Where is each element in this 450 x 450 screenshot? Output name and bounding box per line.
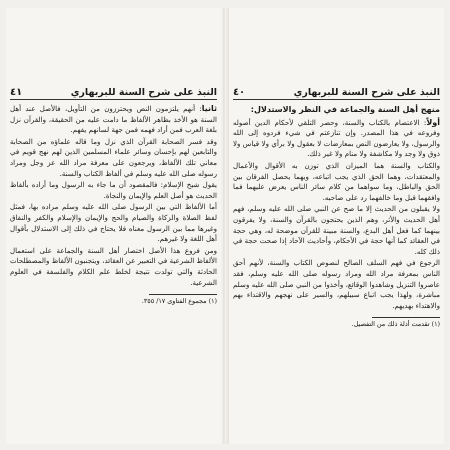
page-header <box>233 80 440 98</box>
page-number: ٤٠ <box>232 87 246 98</box>
page-number: ٤١ <box>9 87 23 98</box>
paragraph: أما الألفاظ التي بين الرسول صلى الله عليه وسلم مراده بها، فمثل لفظ الصلاة والزكاة والصيام والحج والإيمان والإسلام والكفر والنفاق وغيرها مما بين الرسول معناه فلا يحتاج في ذلك إلى الاستدلال بأقوال أهل اللغة ولا غيرهم. <box>9 202 218 244</box>
running-title: النبذ على شرح السنة للبربهاري <box>293 87 440 98</box>
paragraph-text: الاعتصام بالكتاب والسنة، وحصر التلقي لأحكام الدين أصوله وفروعه في هذا المصدر. وإن تنازعتم في شيء فردوه إلى الله والرسول، ولا يعارضون النص بمعارضات لا بعقول ولا برأي ولا قياس ولا ذوق ولا وجد ولا مكاشفة ولا منام ولا غير ذلك. <box>232 117 440 159</box>
right-page <box>229 8 444 444</box>
paragraph: الرجوع في فهم السلف الصالح لنصوص الكتاب والسنة، لأنهم أحق الناس بمعرفة مراد الله ومراد رسوله صلى الله عليه وسلم، فقد عاصروا التنزيل وشاهدوا الوقائع، وأخذوا من النبي صلى الله عليه وسلم مباشرة، ولهذا يجب اتباع سبيلهم، والسير على نهجهم والاقتداء بهم والاهتداء بهديهم. <box>232 258 440 310</box>
footnote: (١) مجموع الفتاوى ١٧/ ٣٥٥. <box>141 297 218 306</box>
left-page <box>6 8 221 444</box>
page-body <box>10 104 217 434</box>
paragraph: وقد فسر الصحابة القرآن الذي نزل وما قاله علماؤه من الصحابة والتابعين لهم بإحسان وسائر علماء المسلمين الذين لهم نهج قويم في معاني تلك الألفاظ، ويرجعون على معرفة مراد الله عز وجل ومراد رسوله صلى الله عليه وسلم في ألفاظ الكتاب والسنة. <box>9 136 218 178</box>
running-title: النبذ على شرح السنة للبربهاري <box>70 87 218 98</box>
paragraph-text: أنهم يلتزمون النص ويحترزون من التأويل، فالأصل عند أهل السنة هو الأخذ بظاهر الألفاظ ما دامت عليه من الحقيقة، والقرآن نزل بلغة العرب فمن أراد فهمه فمن جهة لسانهم يفهم. <box>9 104 218 135</box>
paragraph: والكتاب والسنة هما الميزان الذي توزن به الأقوال والأعمال والمعتقدات، وهما الحق الذي يجب اتباعه، ويهما يحصل الفرقان بين الحق والباطل، وما سواهما من كلام سائر الناس يعرض عليهما فما وافقهما قبل وما خالفهما رد على صاحبه. <box>232 160 440 202</box>
footnote: (١) تقدمت أدلة ذلك من التفصيل. <box>351 320 440 329</box>
paragraph: أولاً: الاعتصام بالكتاب والسنة، وحصر التلقي لأحكام الدين أصوله وفروعه في هذا المصدر. وإن تنازعتم في شيء فردوه إلى الله والرسول، ولا يعارضون النص بمعارضات لا بعقول ولا برأي ولا قياس ولا ذوق ولا وجد ولا مكاشفة ولا منام ولا غير ذلك. <box>232 117 440 159</box>
footnote-rule <box>372 317 440 318</box>
page-body <box>233 104 440 434</box>
page-header <box>10 80 217 98</box>
paragraph: يقول شيخ الإسلام: فالمقصود أن ما جاء به الرسول وما أراده بألفاظ الحديث هو أصل العلم والإيمان والنجاة. <box>9 180 218 200</box>
paragraph: ولا يقبلون من الحديث إلا ما صح عن النبي صلى الله عليه وسلم، فهم أهل الحديث والأثر، وهم الذين يحتجون بالقرآن والسنة، ولا يفرقون بينهما كما فعل أهل البدع، والسنة مبينة للقرآن موضحة له، وهي حجة في العقائد كما أنها حجة في الأحكام، وأحاديث الآحاد إذا صحت حجة في ذلك كله. <box>232 204 440 256</box>
paragraph: ومن فروع هذا الأصل اختصار أهل السنة والجماعة على استعمال الألفاظ الشرعية في التعبير عن العقائد، ويتجنبون الألفاظ والمصطلحات الحادثة والتي تولدت نتيجة لخلط علم الكلام والفلسفة في العلوم الشرعية. <box>9 245 218 287</box>
header-rule <box>10 99 217 100</box>
point-label: ثانياً <box>201 104 218 113</box>
paragraph: ثانياً: أنهم يلتزمون النص ويحترزون من التأويل، فالأصل عند أهل السنة هو الأخذ بظاهر الألفاظ ما دامت عليه من الحقيقة، والقرآن نزل بلغة العرب فمن أراد فهمه فمن جهة لسانهم يفهم. <box>9 104 218 135</box>
header-rule <box>233 99 440 100</box>
section-heading: منهج أهل السنة والجماعة في النظر والاستدلال: <box>250 105 440 114</box>
footnote-rule <box>149 294 217 295</box>
point-label: أولاً <box>426 117 440 127</box>
